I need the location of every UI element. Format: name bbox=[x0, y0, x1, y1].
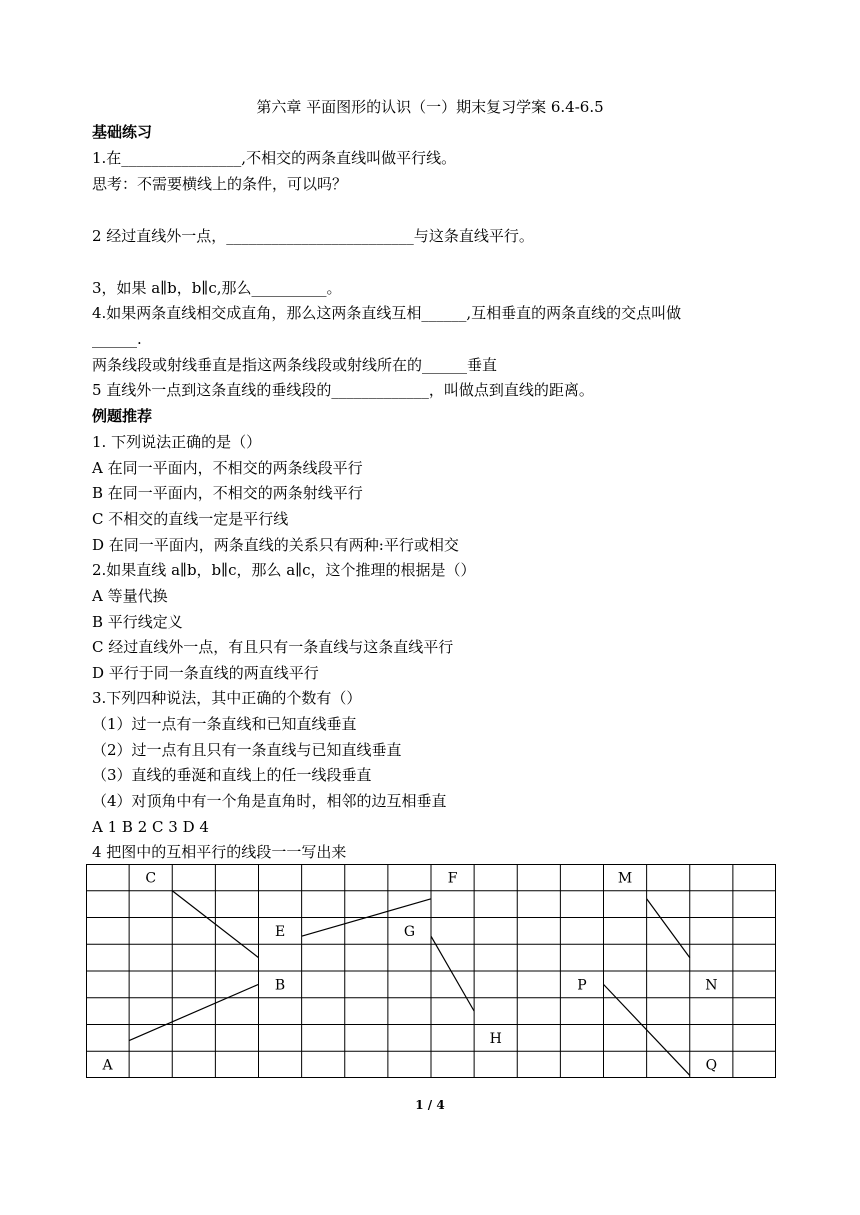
section-heading-examples: 例题推荐 bbox=[92, 407, 153, 425]
point-label-q: Q bbox=[705, 1057, 718, 1074]
example-3-options: A 1 B 2 C 3 D 4 bbox=[92, 818, 209, 836]
basic-question-5: 5 直线外一点到这条直线的垂线段的_____________，叫做点到直线的距离。 bbox=[92, 381, 594, 399]
example-1-option-b: B 在同一平面内，不相交的两条射线平行 bbox=[92, 484, 363, 502]
grid-svg bbox=[86, 864, 776, 1078]
basic-question-1: 1.在________________,不相交的两条直线叫做平行线。 bbox=[92, 149, 457, 167]
example-1-option-c: C 不相交的直线一定是平行线 bbox=[92, 510, 289, 528]
point-label-h: H bbox=[489, 1030, 502, 1047]
example-3-statement-3: （3）直线的垂涎和直线上的任一线段垂直 bbox=[92, 766, 372, 784]
page-number: 1 / 4 bbox=[415, 1098, 445, 1112]
example-4: 4 把图中的互相平行的线段一一写出来 bbox=[92, 843, 347, 861]
point-label-p: P bbox=[577, 977, 587, 994]
example-2-option-d: D 平行于同一条直线的两直线平行 bbox=[92, 664, 319, 682]
basic-question-2: 2 经过直线外一点，_________________________与这条直线平行。 bbox=[92, 227, 534, 245]
point-label-f: F bbox=[447, 870, 458, 887]
point-label-e: E bbox=[274, 923, 286, 940]
example-3: 3.下列四种说法，其中正确的个数有（） bbox=[92, 689, 362, 707]
example-1-option-a: A 在同一平面内，不相交的两条线段平行 bbox=[92, 459, 363, 477]
grid-figure bbox=[86, 864, 776, 1078]
section-heading-basic: 基础练习 bbox=[92, 123, 153, 141]
page-title: 第六章 平面图形的认识（一）期末复习学案 6.4-6.5 bbox=[256, 98, 604, 116]
basic-question-3: 3，如果 a∥b，b∥c,那么__________。 bbox=[92, 279, 342, 297]
example-2: 2.如果直线 a∥b，b∥c，那么 a∥c，这个推理的根据是（） bbox=[92, 561, 476, 579]
segment-gh bbox=[431, 936, 474, 1011]
point-label-g: G bbox=[403, 923, 416, 940]
example-2-option-a: A 等量代换 bbox=[92, 587, 168, 605]
point-label-m: M bbox=[617, 870, 633, 887]
example-3-statement-2: （2）过一点有且只有一条直线与已知直线垂直 bbox=[92, 741, 402, 759]
point-label-c: C bbox=[145, 870, 157, 887]
example-3-statement-1: （1）过一点有一条直线和已知直线垂直 bbox=[92, 715, 357, 733]
point-label-a: A bbox=[102, 1057, 113, 1074]
point-label-b: B bbox=[274, 977, 286, 994]
point-label-n: N bbox=[705, 977, 718, 994]
example-2-option-b: B 平行线定义 bbox=[92, 613, 183, 631]
example-1-option-d: D 在同一平面内，两条直线的关系只有两种:平行或相交 bbox=[92, 536, 459, 554]
basic-question-4-cont: ______. bbox=[92, 330, 142, 348]
basic-question-4: 4.如果两条直线相交成直角，那么这两条直线互相______,互相垂直的两条直线的交点叫做 bbox=[92, 304, 682, 322]
example-1: 1. 下列说法正确的是（） bbox=[92, 433, 262, 451]
basic-question-4-extra: 两条线段或射线垂直是指这两条线段或射线所在的______垂直 bbox=[92, 356, 498, 374]
segment-mn bbox=[647, 899, 690, 958]
example-3-statement-4: （4）对顶角中有一个角是直角时，相邻的边互相垂直 bbox=[92, 792, 447, 810]
example-2-option-c: C 经过直线外一点，有且只有一条直线与这条直线平行 bbox=[92, 638, 454, 656]
basic-question-1-think: 思考：不需要横线上的条件，可以吗？ bbox=[92, 175, 348, 193]
segment-ab bbox=[129, 984, 258, 1040]
